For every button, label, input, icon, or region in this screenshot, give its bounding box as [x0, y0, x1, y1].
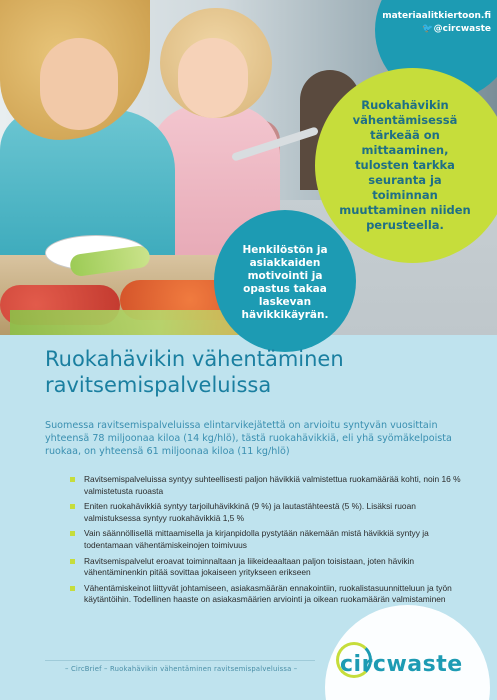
twitter-handle-text: @circwaste: [433, 24, 491, 34]
list-item: [70, 583, 465, 606]
footer-divider: [45, 660, 315, 661]
list-item-text: Ravitsemispalvelut eroavat toiminnaltaan ja liikeideaaltaan paljon toisistaan, joten hävikin vähentäminenkin pitää sovittaa jokaiseen yritykseen erikseen: [84, 555, 415, 578]
photo-girl-1-face: [40, 38, 118, 130]
teal-callout-text: Henkilöstön ja asiakkaiden motivointi ja opastus takaa laskevan hävikkikäyrän.: [241, 244, 329, 321]
bullet-square-icon: [70, 504, 75, 509]
list-item-text: Vähentämiskeinot liittyvät johtamiseen, asiakasmäärän ennakointiin, ruokalistasuunnitteluun ja työn käytäntöihin. Todellinen haaste on asiakasmäärien arviointi ja oikean ruokamäärän valmistaminen: [84, 582, 452, 605]
twitter-handle[interactable]: [382, 23, 491, 36]
list-item: [70, 501, 465, 524]
bullet-square-icon: [70, 531, 75, 536]
page-title: Ruokahävikin vähentäminen ravitsemispalveluissa: [45, 347, 344, 397]
list-item: [70, 556, 465, 579]
photo-girl-2-face: [178, 38, 248, 118]
header-links: [382, 10, 491, 36]
website-link[interactable]: materiaalitkiertoon.fi: [382, 11, 491, 21]
list-item-text: Ravitsemispalveluissa syntyy suhteellisesti paljon hävikkiä valmistettua ruokamäärää kohti, noin 16 % valmistetusta ruoasta: [84, 474, 461, 496]
list-item-text: Vain säännöllisellä mittaamisella ja kirjanpidolla pystytään näkemään mistä hävikkiä syntyy ja todentamaan vähentämiskeinojen toimivuus: [84, 528, 429, 550]
bullet-square-icon: [70, 477, 75, 482]
list-item: [70, 474, 465, 497]
fact-list: [70, 474, 465, 610]
list-item-text: Eniten ruokahävikkiä syntyy tarjoiluhävikkinä (9 %) ja lautastähteestä (5 %). Lisäksi ruoan valmistuksessa syntyy ruokahävikkiä 1,5 %: [84, 501, 416, 523]
list-item: [70, 528, 465, 551]
circwaste-logo: circwaste: [340, 652, 463, 677]
bullet-square-icon: [70, 559, 75, 564]
lime-callout-text: Ruokahävikin vähentämisessä tärkeää on mittaaminen, tulosten tarkka seuranta ja toiminnan muuttaminen niiden perusteella.: [339, 98, 471, 232]
bullet-square-icon: [70, 586, 75, 591]
intro-paragraph: Suomessa ravitsemispalveluissa elintarvikejätettä on arvioitu syntyvän vuosittain yhteensä 78 miljoonaa kiloa (14 kg/hlö), tästä ruokahävikkiä, eli yhä syömäkelpoista ruokaa, on yhteensä 61 miljoonaa kiloa (11 kg/hlö): [45, 420, 452, 457]
twitter-icon: 🐦: [422, 24, 434, 34]
footer-caption: – CircBrief – Ruokahävikin vähentäminen ravitsemispalveluissa –: [65, 665, 298, 673]
